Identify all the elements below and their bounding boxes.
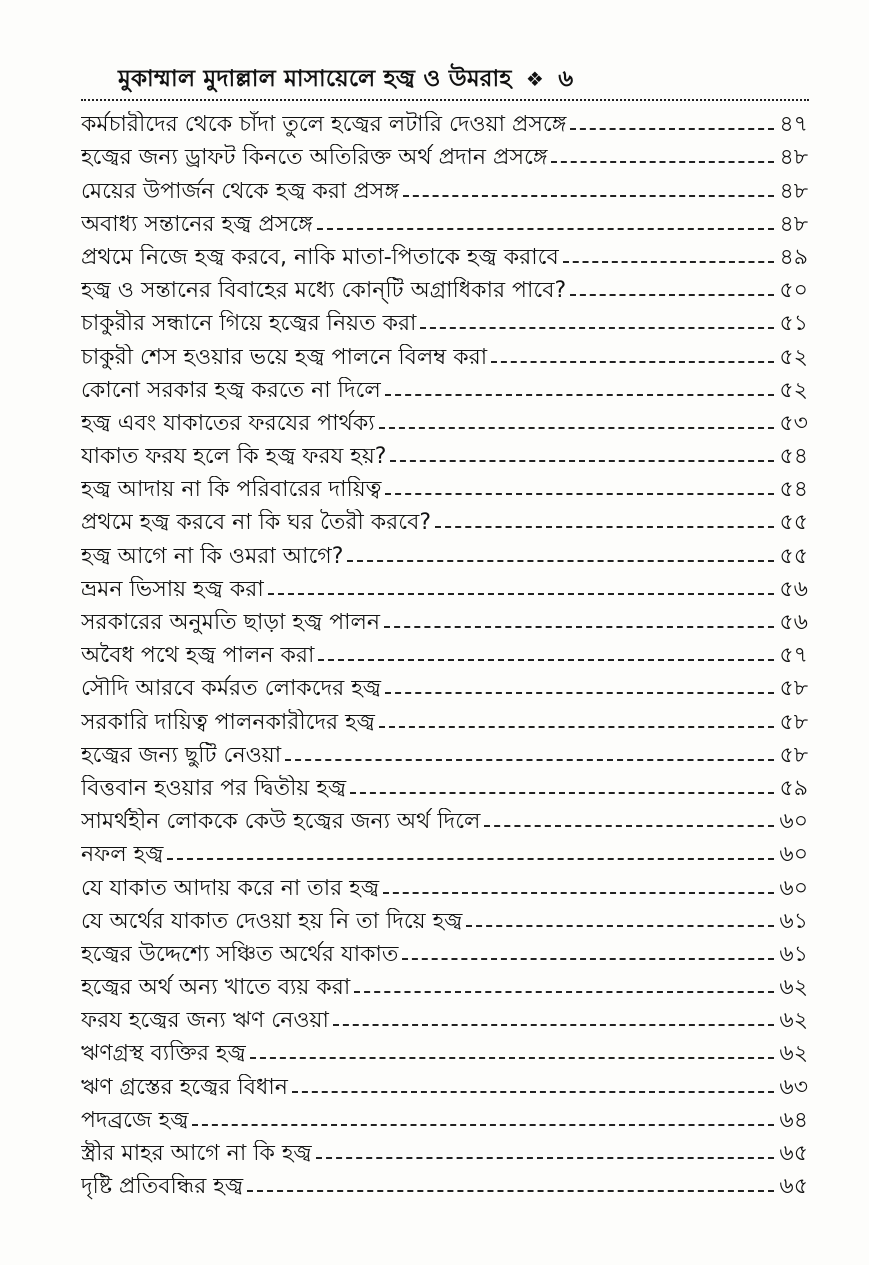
toc-entry <box>81 338 808 371</box>
toc-entry-page-number: ৪৮ <box>779 211 808 237</box>
toc-entry-title: হজ্বের জন্য ছুটি নেওয়া <box>81 742 282 768</box>
toc-entry-page-number: ৫২ <box>779 344 808 370</box>
toc-entry-page-number: ৪৮ <box>779 178 808 204</box>
toc-entry <box>81 438 808 471</box>
toc-entry-page-number: ৫৬ <box>779 610 808 635</box>
toc-entry-page-number: ৬২ <box>779 1008 808 1034</box>
toc-entry-title: ভ্রমন ভিসায় হজ্ব করা <box>81 576 264 602</box>
toc-entry-title: প্রথমে হজ্ব করবে না কি ঘর তৈরী করবে? <box>81 510 432 536</box>
toc-entry-page-number: ৫০ <box>779 278 808 304</box>
toc-dash-leader <box>570 128 774 130</box>
toc-entry-page-number: ৫৯ <box>779 775 808 801</box>
toc-entry <box>81 504 808 537</box>
toc-entry-page-number: ৫৫ <box>779 543 808 569</box>
toc-entry-title: কর্মচারীদের থেকে চাঁদা তুলে হজ্বের লটারি দেওয়া প্রসঙ্গে <box>81 112 567 138</box>
toc-dash-leader <box>385 692 774 694</box>
toc-entry-page-number: ৫৫ <box>779 510 808 536</box>
toc-entry <box>81 703 808 736</box>
toc-entry-page-number: ৬৩ <box>779 1074 808 1100</box>
toc-entry-title: দৃষ্টি প্রতিবন্ধির হজ্ব <box>81 1174 244 1200</box>
toc-entry <box>81 836 808 869</box>
toc-dash-leader <box>403 195 774 197</box>
toc-dash-leader <box>167 858 774 860</box>
toc-dash-leader <box>551 161 774 163</box>
toc-entry <box>81 571 808 604</box>
toc-dash-leader <box>247 1190 774 1192</box>
toc-entry <box>81 1135 808 1168</box>
toc-entry-page-number: ৫৩ <box>779 410 808 436</box>
toc-dash-leader <box>385 493 774 495</box>
running-header <box>118 60 573 99</box>
toc-entry-title: ঋণ গ্রস্তের হজ্বের বিধান <box>81 1074 288 1100</box>
toc-entry <box>81 372 808 405</box>
toc-entry-title: বিত্তবান হওয়ার পর দ্বিতীয় হজ্ব <box>81 775 347 801</box>
toc-entry-page-number: ৬৪ <box>779 1107 808 1133</box>
toc-entry <box>81 903 808 936</box>
toc-dash-leader <box>402 958 774 960</box>
toc-dash-leader <box>268 593 774 595</box>
toc-entry <box>81 405 808 438</box>
toc-dash-leader <box>563 261 774 263</box>
toc-dash-leader <box>420 327 774 329</box>
toc-entry-title: মেয়ের উপার্জন থেকে হজ্ব করা প্রসঙ্গ <box>81 178 399 204</box>
toc-entry <box>81 272 808 305</box>
toc-dash-leader <box>390 460 774 462</box>
toc-dash-leader <box>466 925 774 927</box>
toc-entry <box>81 206 808 239</box>
toc-entry <box>81 1002 808 1035</box>
toc-entry <box>81 471 808 504</box>
toc-dash-leader <box>435 526 774 528</box>
toc-entry-title: হজ্ব আদায় না কি পরিবারের দায়িত্ব <box>81 477 382 503</box>
toc-entry-page-number: ৪৭ <box>779 112 808 138</box>
toc-entry <box>81 305 808 338</box>
header-divider <box>81 99 809 101</box>
toc-entry-title: হজ্বের জন্য ড্রাফট কিনতে অতিরিক্ত অর্থ প্রদান প্রসঙ্গে <box>81 145 548 171</box>
toc-entry <box>81 172 808 205</box>
book-title: মুকাম্মাল মুদাল্লাল মাসায়েলে হজ্ব ও উমরাহ <box>118 66 512 92</box>
toc-entry-title: সরকারের অনুমতি ছাড়া হজ্ব পালন <box>81 610 381 635</box>
toc-entry <box>81 670 808 703</box>
toc-entry <box>81 1035 808 1068</box>
toc-dash-leader <box>384 626 774 628</box>
toc-entry-page-number: ৫৪ <box>779 477 808 503</box>
toc-entry-page-number: ৫৮ <box>779 676 808 702</box>
toc-entry-page-number: ৬০ <box>779 809 808 835</box>
toc-entry-page-number: ৬০ <box>779 842 808 868</box>
toc-entry-title: অবাধ্য সন্তানের হজ্ব প্রসঙ্গে <box>81 211 313 237</box>
toc-entry <box>81 770 808 803</box>
toc-entry-page-number: ৬১ <box>779 941 808 967</box>
toc-entry-title: যে অর্থের যাকাত দেওয়া হয় নি তা দিয়ে হজ্ব <box>81 908 463 934</box>
toc-dash-leader <box>285 759 774 761</box>
toc-entry-page-number: ৬০ <box>779 875 808 901</box>
toc-entry-title: সৌদি আরবে কর্মরত লোকদের হজ্ব <box>81 676 382 702</box>
toc-entry-page-number: ৬৫ <box>779 1141 808 1166</box>
toc-entry <box>81 869 808 902</box>
toc-entry <box>81 139 808 172</box>
toc-dash-leader <box>491 361 774 363</box>
toc-entry <box>81 1102 808 1135</box>
toc-entry-page-number: ৪৯ <box>779 244 808 270</box>
toc-dash-leader <box>347 560 774 562</box>
ornament-separator: ❖ <box>525 67 544 91</box>
toc-entry-title: সরকারি দায়িত্ব পালনকারীদের হজ্ব <box>81 709 375 735</box>
toc-entry-page-number: ৪৮ <box>779 145 808 171</box>
toc-entry <box>81 106 808 139</box>
toc-entry-page-number: ৫১ <box>779 311 808 337</box>
toc-entry-title: অবৈধ পথে হজ্ব পালন করা <box>81 643 315 669</box>
toc-entry <box>81 1168 808 1201</box>
toc-entry-title: চাকুরীর সন্ধানে গিয়ে হজ্বের নিয়ত করা <box>81 311 417 337</box>
toc-entry <box>81 604 808 637</box>
toc-entry-title: কোনো সরকার হজ্ব করতে না দিলে <box>81 377 381 403</box>
toc-entry-title: হজ্বের অর্থ অন্য খাতে ব্যয় করা <box>81 975 351 1001</box>
toc-entry <box>81 803 808 836</box>
toc-entry <box>81 537 808 570</box>
toc-entry-page-number: ৫৪ <box>779 444 808 470</box>
toc-entry-page-number: ৫৭ <box>779 643 808 669</box>
toc-dash-leader <box>379 726 774 728</box>
toc-entry-title: নফল হজ্ব <box>81 842 164 868</box>
toc-entry-page-number: ৫৬ <box>779 576 808 602</box>
toc-dash-leader <box>333 1024 774 1026</box>
toc-dash-leader <box>318 659 774 661</box>
toc-dash-leader <box>354 991 774 993</box>
toc-dash-leader <box>385 394 774 396</box>
toc-entry-page-number: ৬১ <box>779 908 808 934</box>
toc-entry-page-number: ৬৫ <box>779 1174 808 1200</box>
toc-entry-page-number: ৬২ <box>779 975 808 1001</box>
toc-dash-leader <box>350 792 774 794</box>
toc-entry-title: ঋণগ্রস্থ ব্যক্তির হজ্ব <box>81 1041 246 1067</box>
toc-entry-title: পদব্রজে হজ্ব <box>81 1107 189 1133</box>
toc-entry-page-number: ৫২ <box>779 377 808 403</box>
toc-entry-page-number: ৫৮ <box>779 709 808 735</box>
toc-entry-title: যে যাকাত আদায় করে না তার হজ্ব <box>81 875 380 901</box>
toc-entry <box>81 737 808 770</box>
toc-entry-title: হজ্ব ও সন্তানের বিবাহের মধ্যে কোন্‌টি অগ্রাধিকার পাবে? <box>81 278 567 304</box>
toc-entry-page-number: ৬২ <box>779 1041 808 1067</box>
header-page-number: ৬ <box>558 66 574 92</box>
toc-entry-page-number: ৫৮ <box>779 742 808 768</box>
toc-dash-leader <box>383 892 774 894</box>
toc-dash-leader <box>292 1091 774 1093</box>
toc-entry-title: যাকাত ফরয হলে কি হজ্ব ফরয হয়? <box>81 444 387 470</box>
toc-entry-title: ফরয হজ্বের জন্য ঋণ নেওয়া <box>81 1008 329 1034</box>
toc-entry-title: চাকুরী শেস হওয়ার ভয়ে হজ্ব পালনে বিলম্ব করা <box>81 344 488 370</box>
toc-entry-title: হজ্ব এবং যাকাতের ফরযের পার্থক্য <box>81 410 375 436</box>
toc-dash-leader <box>316 1157 774 1159</box>
toc-entry <box>81 239 808 272</box>
toc-entry-title: স্ত্রীর মাহর আগে না কি হজ্ব <box>81 1141 312 1166</box>
toc-dash-leader <box>484 825 774 827</box>
toc-dash-leader <box>317 228 774 230</box>
table-of-contents <box>81 106 808 1201</box>
toc-entry <box>81 1068 808 1101</box>
toc-dash-leader <box>570 294 774 296</box>
toc-entry-title: প্রথমে নিজে হজ্ব করবে, নাকি মাতা-পিতাকে হজ্ব করাবে <box>81 244 559 270</box>
toc-entry-title: সামর্থহীন লোককে কেউ হজ্বের জন্য অর্থ দিলে <box>81 809 481 835</box>
toc-entry <box>81 969 808 1002</box>
toc-entry-title: হজ্বের উদ্দেশ্যে সঞ্চিত অর্থের যাকাত <box>81 941 399 967</box>
toc-entry-title: হজ্ব আগে না কি ওমরা আগে? <box>81 543 344 569</box>
toc-entry <box>81 936 808 969</box>
toc-dash-leader <box>379 427 774 429</box>
toc-dash-leader <box>192 1124 774 1126</box>
toc-dash-leader <box>250 1057 774 1059</box>
toc-entry <box>81 637 808 670</box>
